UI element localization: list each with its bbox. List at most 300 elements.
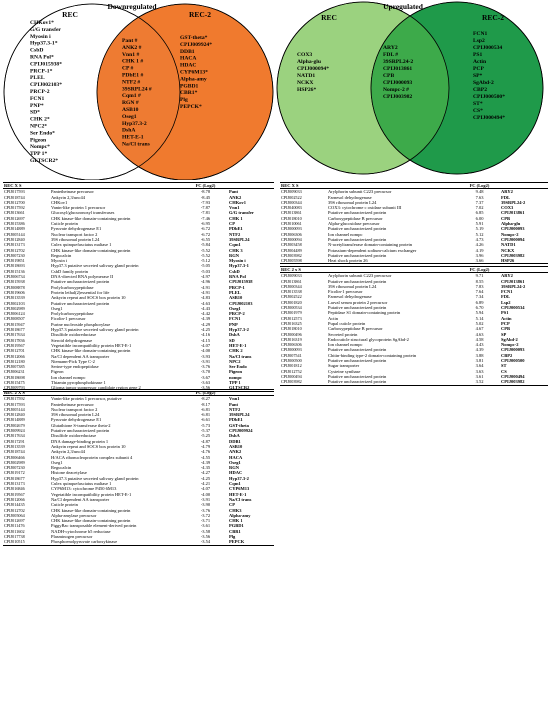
abbreviation-cell: CPIJ000500 (501, 358, 525, 364)
gene-id-cell: CPIJ012702 (4, 247, 25, 253)
description-cell: Actin (328, 315, 338, 321)
abbreviation-cell: COX3 (501, 205, 514, 211)
description-cell: Protein lethal(2)essential for life (51, 289, 110, 295)
description-cell: Putative uncharacterized protein (328, 210, 387, 216)
gene-id-cell: CPIJ002103 (4, 300, 25, 306)
description-cell: Secreted protein (328, 331, 358, 337)
abbreviation-cell: SP (501, 331, 507, 337)
abbreviation-cell: CHK 3 (229, 247, 243, 253)
description-cell: Serine-type endopeptidase (51, 364, 99, 370)
description-cell: 39S ribosomal protein L24 (51, 236, 100, 242)
abbreviation-cell: CP (229, 221, 235, 227)
description-cell: Alpha-amylase precursor (51, 512, 97, 518)
fold-change-cell: -4.43 (200, 305, 211, 311)
fold-change-cell: -5.37 (200, 428, 211, 434)
gene-id-cell: CPIJ001812 (281, 363, 302, 369)
gene-id-cell: CPIJ001979 (281, 310, 302, 316)
abbreviation-cell: ASB10 (229, 443, 243, 449)
fold-change-cell: 6.70 (475, 305, 484, 311)
table-header-cell: FC (Log2) (458, 267, 500, 273)
fold-change-cell: -4.87 (200, 438, 211, 444)
description-cell: Na/Cl dependent AA transporter (51, 353, 110, 359)
description-cell: Ion channel nompc (328, 231, 363, 237)
venn-gene-label: Lsp2 (473, 38, 485, 44)
fold-change-cell: -4.27 (200, 470, 211, 476)
venn-title: Downregulated (107, 2, 157, 11)
abbreviation-cell: 39SRPL24 (229, 236, 250, 242)
venn-gene-label: Hyp37.3-1* (30, 40, 58, 47)
venn-gene-label: CsbD (30, 47, 44, 54)
venn-gene-label: Ser Endo* (30, 130, 55, 137)
fold-change-cell: -5.12 (200, 258, 211, 264)
abbreviation-cell: CHKov1 (229, 199, 247, 205)
gene-id-cell: CPIJ012066 (4, 353, 25, 359)
description-cell: Putative uncharacterized protein (328, 226, 387, 232)
gene-id-cell: CPIJ007541 (281, 352, 302, 358)
table-header-cell: REC 2 x S (280, 267, 327, 273)
venn-gene-label: HET-E-1 (122, 134, 144, 141)
description-cell: Phosphoenolpyruvate carboxykinase (50, 539, 182, 545)
gene-id-cell: CPIJ015475 (4, 379, 25, 385)
description-cell: CHK kinase-like domain-containing protein (51, 348, 131, 354)
description-cell: Ankyrin repeat and SOCS box protein 10 (51, 443, 126, 449)
abbreviation-cell: 39SRPL24-2 (501, 283, 526, 289)
fold-change-cell: 4.67 (475, 326, 484, 332)
venn-label-rec: REC (62, 10, 78, 19)
gene-id-cell: CPIJ013861 (281, 278, 302, 284)
venn-gene-label: CBP2 (473, 87, 487, 93)
abbreviation-cell: RGN (229, 465, 239, 471)
abbreviation-cell: Oseg1 (229, 459, 241, 465)
fold-change-cell: -4.16 (200, 332, 211, 338)
abbreviation-cell: Hyp37.3-2 (229, 475, 249, 481)
description-cell: DNA-directed RNA polymerase II (51, 274, 114, 280)
gene-id-cell: CPIJ005144 (4, 406, 25, 412)
venn-gene-label: 39SRPL24 # (122, 86, 152, 93)
venn-label-rec: REC (321, 13, 337, 22)
description-cell: CHK kinase-like domain-containing protein (51, 507, 131, 513)
venn-gene-label: Hyp37.3-2 (122, 120, 147, 127)
venn-gene-label: Pant # (122, 38, 138, 44)
description-cell: Plasminogen precursor (51, 534, 93, 540)
fold-change-cell: -6.55 (200, 236, 211, 242)
abbreviation-cell: CBP2 (501, 352, 513, 358)
abbreviation-cell: Na/Cl trans (229, 353, 252, 359)
fold-change-cell: -3.91 (200, 496, 211, 502)
gene-id-cell: CPIJ012752 (281, 368, 302, 374)
description-cell: Nuclear transport factor 2 (51, 406, 98, 412)
venn-gene-label: PCP (473, 66, 484, 72)
abbreviation-cell: NPC2 (229, 358, 241, 364)
gene-id-cell: CPIJ013539 (4, 295, 25, 301)
fold-change-cell: -4.39 (200, 316, 211, 322)
abbreviation-cell: NATD1 (501, 242, 516, 248)
abbreviation-cell: HACA (229, 454, 243, 460)
upregulated-venn (275, 0, 550, 180)
description-cell: 39S ribosomal protein L24 (51, 412, 100, 418)
venn-gene-label: GST-theta* (180, 35, 208, 41)
description-cell: Larval serum protein 2 precursor (328, 299, 388, 305)
description-cell: Ankyrin 2,3/unc44 (51, 449, 85, 455)
fold-change-cell: -5.73 (200, 422, 211, 428)
gene-id-cell: CPIJ001820 (281, 299, 302, 305)
abbreviation-cell: PCP (501, 320, 510, 326)
gene-id-cell: CPIJ014889 (4, 226, 25, 232)
description-cell: Oseg1 (51, 459, 63, 465)
venn-gene-label: CHK 1 # (122, 58, 144, 65)
venn-gene-label: Alpha-glu (297, 59, 321, 65)
abbreviation-cell: CP (229, 502, 235, 508)
gene-id-cell: CPIJ000093 (281, 226, 302, 232)
gene-id-cell: CPIJ005598 (280, 258, 327, 264)
abbreviation-cell: CPB (501, 215, 510, 221)
abbreviation-cell: CPIJ013861 (501, 278, 525, 284)
abbreviation-cell: HDAC (229, 470, 243, 476)
fold-change-cell: -3.93 (200, 353, 211, 359)
description-cell: CYP6M13: cytochrome P450 6M13 (51, 486, 117, 492)
gene-id-cell: CPIJ016319 (281, 336, 302, 342)
abbreviation-cell: CsbD (229, 268, 240, 274)
fold-change-cell: -4.79 (200, 443, 211, 449)
fold-change-cell: -6.81 (200, 412, 211, 418)
gene-id-cell: CPIJ012697 (4, 215, 25, 221)
fold-change-cell: -4.15 (200, 337, 211, 343)
description-cell: Ficolin-1 precursor (51, 316, 86, 322)
venn-gene-label: RGN # (122, 100, 139, 107)
abbreviation-cell: CPIJ000093 (501, 347, 525, 353)
description-cell: Glucosyl/glucuronosyl transferases (51, 210, 115, 216)
description-cell: Putative uncharacterized protein (51, 300, 110, 306)
abbreviation-cell: Nompc-2 (501, 342, 519, 348)
abbreviation-cell: PEPCK (228, 539, 274, 545)
fold-change-cell: -7.87 (200, 205, 211, 211)
venn-label-rec2: REC-2 (188, 10, 212, 19)
venn-gene-label: CPIJ000093 (383, 80, 413, 86)
abbreviation-cell: CPIJ000494 (501, 373, 525, 379)
description-cell: Hyp37.3 putative secreted salivary gland protein (51, 327, 139, 333)
fold-change-cell: 6.00 (475, 215, 484, 221)
abbreviation-cell: DDB1 (229, 438, 241, 444)
fold-change-cell: 4.39 (475, 347, 484, 353)
description-cell: Ion channel nompc (328, 342, 363, 348)
venn-gene-label: SP* (473, 73, 483, 79)
venn-gene-label: Plg (180, 97, 188, 104)
fold-change-cell: 3.88 (475, 352, 484, 358)
gene-id-cell: CPIJ040083 (281, 205, 302, 211)
gene-id-cell: CPIJ018744 (4, 194, 25, 200)
abbreviation-cell: DshA (229, 332, 240, 338)
abbreviation-cell: SgAbd-2 (501, 336, 518, 342)
description-cell: DNA damage-binding protein 1 (51, 438, 109, 444)
gene-id-cell: CPIJ018677 (4, 327, 25, 333)
venn-gene-label: PEPCK* (180, 104, 202, 110)
gene-id-cell: CPIJ002679 (4, 422, 25, 428)
description-cell: Culex quinquefasciatus maltase 1 (51, 242, 112, 248)
gene-id-cell: CPIJ014435 (4, 502, 25, 508)
gene-id-cell: CPIJ009033 (281, 189, 302, 195)
abbreviation-cell: nompc (229, 374, 243, 380)
description-cell: Arylphorin subunit C223 precursor (328, 273, 392, 279)
fold-change-cell: -4.35 (200, 465, 211, 471)
description-cell: Heat shock protein 26 (327, 258, 458, 264)
venn-gene-label: HDAC (180, 62, 197, 69)
abbreviation-cell: CPIJ002103 (229, 300, 253, 306)
description-cell: Regucalcin (51, 465, 72, 471)
gene-id-cell: CPIJ000496 (281, 331, 302, 337)
description-cell: 39S ribosomal protein L24 (328, 283, 377, 289)
abbreviation-cell: Actin (501, 315, 512, 321)
fold-change-cell: -4.21 (200, 481, 211, 487)
description-cell: Thiamin pyrophosphokinase 1 (51, 379, 106, 385)
gene-id-cell: CPIJ006124 (4, 311, 25, 317)
gene-id-cell: CPIJ013173 (4, 481, 25, 487)
description-cell: Carboxypeptidase B precursor (328, 215, 383, 221)
fold-change-cell: -3.56 (200, 534, 211, 540)
table-header-cell: FC (Log2) (182, 390, 228, 396)
gene-id-cell: CPIJ011476 (4, 523, 25, 529)
fold-change-cell: 4.26 (475, 242, 484, 248)
fold-change-cell: 4.63 (475, 331, 484, 337)
gene-id-cell: CPIJ005064 (4, 512, 25, 518)
fold-change-cell: -5.25 (200, 433, 211, 439)
venn-gene-label: Alpha-amy (180, 76, 207, 83)
description-cell: Vanin-like protein 1 precursor (51, 205, 106, 211)
venn-gene-label: CHKov1* (30, 20, 54, 26)
fold-change-cell: -7.46 (200, 215, 211, 221)
gene-id-cell: CPIJ017592 (4, 396, 25, 402)
venn-gene-label: SgAbd-2 (473, 80, 494, 86)
description-cell: Disulfide oxidoreductase (51, 433, 97, 439)
abbreviation-cell: Na/Cl trans (229, 496, 252, 502)
description-cell: CHK kinase-like domain-containing protein (51, 518, 131, 524)
gene-id-cell: CPIJ013539 (4, 443, 25, 449)
table-row (280, 258, 548, 264)
gene-id-cell: CPIJ011602 (4, 528, 25, 534)
gene-id-cell: CPIJ017836 (4, 337, 25, 343)
fold-change-cell: 3.61 (475, 373, 484, 379)
abbreviation-cell: Lsp2 (501, 299, 511, 305)
abbreviation-cell: Alpha-glu (501, 221, 521, 227)
fold-change-cell: 5.12 (475, 231, 484, 237)
fold-change-cell: -3.70 (200, 369, 211, 375)
gene-id-cell: CPIJ012573 (281, 315, 302, 321)
gene-id-cell: CPIJ012840 (4, 412, 25, 418)
abbreviation-cell: PDbE1 (229, 226, 243, 232)
description-cell: Vegetatible incompatibility protein HET-E-1 (51, 342, 132, 348)
abbreviation-cell: Vnn1 (229, 396, 240, 402)
abbreviation-cell: Pant (229, 189, 238, 195)
venn-gene-label: CS* (473, 108, 483, 114)
description-cell: Pigeon (51, 369, 64, 375)
gene-id-cell: CPIJ019567 (4, 342, 25, 348)
description-cell: 39S ribosomal protein L24 (328, 199, 377, 205)
fold-change-cell: -6.61 (200, 417, 211, 423)
description-cell: Ankyrin repeat and SOCS box protein 10 (51, 295, 126, 301)
description-cell: Putative uncharacterized protein (51, 428, 110, 434)
gene-id-cell: CPIJ009924 (4, 428, 25, 434)
fold-change-cell: 7.37 (475, 199, 484, 205)
description-cell: Vegetatible incompatibility protein HET-E-1 (51, 491, 132, 497)
venn-gene-label: PS1 (473, 52, 483, 58)
venn-gene-label: Vnn1 # (122, 51, 140, 58)
gene-id-cell: CPIJ000344 (281, 199, 302, 205)
description-cell: Endocuticle structural glycoprotein SgAbd-2 (328, 336, 409, 342)
gene-id-cell: CPIJ018677 (4, 475, 25, 481)
gene-id-cell: CPIJ015136 (4, 268, 25, 274)
gene-id-cell: CPIJ016846 (4, 486, 25, 492)
abbreviation-cell: RNA Pol (229, 274, 246, 280)
fold-change-cell: 3.63 (475, 368, 484, 374)
abbreviation-cell: Pigeon (229, 369, 242, 375)
table-header-cell: REC 2 X S (3, 390, 50, 396)
abbreviation-cell: CHK 1 (229, 518, 243, 524)
fold-change-cell: -5.52 (200, 252, 211, 258)
fold-change-cell: -6.95 (200, 221, 211, 227)
venn-gene-label: Na/Cl trans (122, 141, 150, 148)
description-cell: Culex quinquefasciatus maltase 1 (51, 481, 112, 487)
abbreviation-cell: PGBD1 (229, 523, 244, 529)
gene-id-cell: CPIJ015947 (4, 321, 25, 327)
gene-id-cell: CPIJ000344 (281, 283, 302, 289)
abbreviation-cell: CPIJ000094 (501, 236, 525, 242)
venn-gene-label: FDL # (383, 52, 399, 58)
gene-id-cell: CPIJ013173 (4, 242, 25, 248)
venn-gene-label: CP # (122, 65, 134, 72)
gene-id-cell: CPIJ018744 (4, 449, 25, 455)
fold-change-cell: -4.00 (200, 491, 211, 497)
gene-id-cell: CPIJ018010 (281, 215, 302, 221)
fold-change-cell: -3.90 (200, 502, 211, 508)
venn-gene-label: HSP26* (297, 87, 317, 93)
fold-change-cell: 9.71 (475, 273, 484, 279)
description-cell: Putative uncharacterized protein (328, 347, 387, 353)
gene-id-cell: CPIJ002522 (281, 194, 302, 200)
rec2-x-s-downregulated-table (3, 389, 274, 546)
description-cell: Hyp37.3 putative secreted salivary gland protein (51, 263, 139, 269)
gene-id-cell: CPIJ005144 (4, 231, 25, 237)
gene-id-cell: CPIJ007230 (4, 465, 25, 471)
fold-change-cell: -4.91 (200, 289, 211, 295)
fold-change-cell: 5.94 (475, 310, 484, 316)
description-cell: CsbD family protein (51, 268, 88, 274)
abbreviation-cell: CPB (501, 326, 510, 332)
venn-gene-label: 39SRPL24-2 (383, 59, 414, 65)
description-cell: Putative uncharacterized protein (328, 252, 387, 258)
description-cell: Putative uncharacterized protein (328, 373, 387, 379)
abbreviation-cell: DshA (229, 433, 240, 439)
description-cell: Cuticle protein (51, 221, 78, 227)
abbreviation-cell: FDL (501, 294, 510, 300)
abbreviation-cell: SD (229, 337, 235, 343)
fold-change-cell: -3.61 (200, 523, 211, 529)
gene-id-cell: CPIJ019851 (4, 258, 25, 264)
fold-change-cell: -8.17 (200, 401, 211, 407)
description-cell: Cysteine synthase (328, 368, 361, 374)
description-cell: Potassium-dependent sodium-calcium exchanger (328, 247, 417, 253)
gene-id-cell: CPIJ006734 (4, 274, 25, 280)
abbreviation-cell: CHK 1 (229, 215, 243, 221)
fold-change-cell: -4.25 (200, 327, 211, 333)
venn-gene-label: CPIJ000534 (473, 45, 503, 51)
gene-id-cell: CPIJ012180 (4, 358, 25, 364)
description-cell: CHKov1 (51, 199, 68, 205)
gene-id-cell: CPIJ006306 (281, 231, 302, 237)
venn-gene-label: Nompc* (30, 144, 50, 151)
venn-gene-label: CHK 2* (30, 116, 50, 123)
description-cell: Oseg1 (51, 305, 63, 311)
venn-gene-label: Nompc-2 # (383, 87, 409, 93)
abbreviation-cell: PLEL (229, 289, 241, 295)
abbreviation-cell: CHK3 (229, 507, 242, 513)
description-cell: Na/Cl dependent AA transporter (51, 496, 110, 502)
gene-id-cell: CPIJ017592 (4, 205, 25, 211)
abbreviation-cell: CYP6M13 (229, 486, 250, 492)
abbreviation-cell: 39SRPL24 (229, 412, 250, 418)
gene-id-cell: CPIJ003458 (281, 242, 302, 248)
fold-change-cell: -6.72 (200, 226, 211, 232)
abbreviation-cell: HET-E-1 (229, 342, 247, 348)
abbreviation-cell: NCKX (501, 247, 515, 253)
fold-change-cell: 7.83 (475, 283, 484, 289)
abbreviation-cell: FCN1 (229, 316, 241, 322)
venn-gene-label: ASB10 (122, 107, 139, 113)
description-cell: Alpha-glucosidase precursor (328, 221, 380, 227)
fold-change-cell: 3.64 (475, 363, 484, 369)
venn-gene-label: CPIJ013861 (383, 66, 413, 72)
gene-id-cell: CPIJ019606 (4, 289, 25, 295)
venn-gene-label: DDB1 (180, 48, 195, 55)
venn-gene-label: CPIJ000494* (473, 115, 506, 121)
abbreviation-cell: FCN1 (501, 289, 513, 295)
description-cell: Niemann-Pick Type C-2 (51, 358, 95, 364)
fold-change-cell: 5.02 (475, 320, 484, 326)
gene-id-cell: CPIJ015386 (4, 221, 25, 227)
table-header-cell: REC X S (280, 183, 327, 189)
table-row (280, 379, 548, 385)
downregulated-venn (0, 0, 275, 180)
gene-id-cell: CPIJ012700 (4, 199, 25, 205)
fold-change-cell: 5.19 (475, 226, 484, 232)
fold-change-cell: -4.83 (200, 295, 211, 301)
description-cell: H/ACA ribonucleoprotein complex subunit 4 (51, 454, 133, 460)
fold-change-cell: 7.63 (475, 194, 484, 200)
gene-id-cell: CPIJ009033 (281, 273, 302, 279)
abbreviation-cell: G/G transfer (229, 210, 254, 216)
abbreviation-cell: ARY2 (501, 273, 513, 279)
fold-change-cell: -4.96 (200, 279, 211, 285)
venn-gene-label: PLEL (30, 75, 45, 82)
abbreviation-cell: ANK2 (229, 194, 242, 200)
table-header-cell: FC (Log2) (182, 183, 228, 189)
abbreviation-cell: PNP (229, 321, 238, 327)
abbreviation-cell: PDbE1 (229, 417, 243, 423)
venn-gene-label: NPC2* (30, 123, 48, 130)
description-cell: Pantetheinase precursor (51, 401, 94, 407)
venn-gene-label: NATD1 (297, 73, 316, 79)
fold-change-cell: -4.39 (200, 459, 211, 465)
gene-id-cell: CPIJ014889 (4, 417, 25, 423)
venn-gene-label: TPP 1* (30, 151, 48, 158)
gene-id-cell: CPIJ012840 (4, 236, 25, 242)
fold-change-cell: -5.05 (200, 263, 211, 269)
venn-gene-label: CPIJ003982 (383, 94, 413, 100)
venn-gene-label: NTF2 # (122, 79, 141, 86)
abbreviation-cell: CPIJ000093 (501, 226, 525, 232)
gene-id-cell: CPIJ013538 (281, 289, 302, 295)
fold-change-cell: -3.76 (200, 507, 211, 513)
abbreviation-cell: TPP 1 (229, 379, 241, 385)
abbreviation-cell: CPIJ015938 (229, 279, 253, 285)
